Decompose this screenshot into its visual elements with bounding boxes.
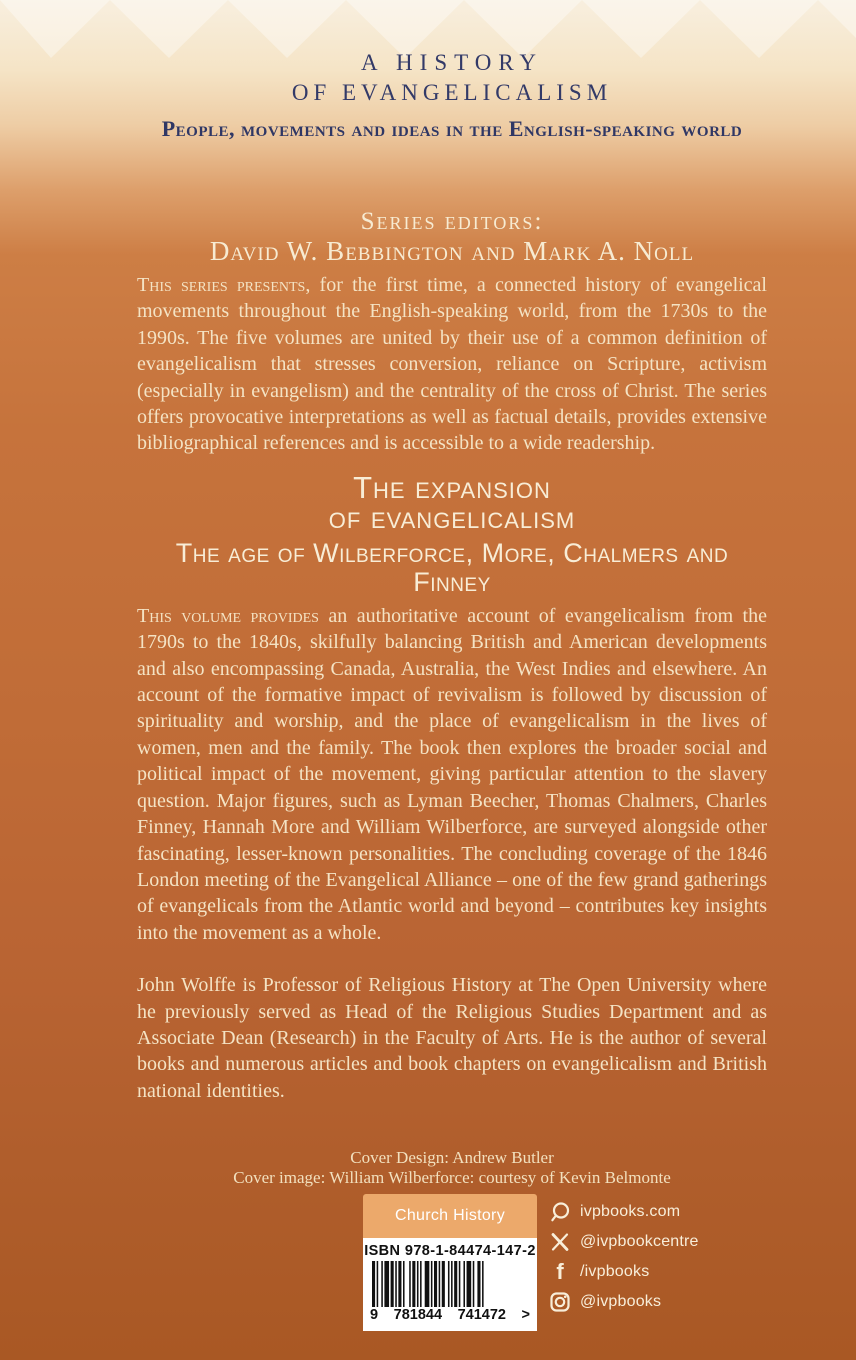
book-title-line2: of evangelicalism — [328, 499, 576, 535]
series-description — [137, 272, 767, 457]
facebook-handle-label: /ivpbooks — [580, 1263, 650, 1281]
social-row-facebook — [549, 1261, 699, 1283]
barcode-end-char: > — [521, 1307, 530, 1324]
book-subtitle: The age of Wilberforce, More, Chalmers and Finney — [175, 537, 729, 597]
series-description-body: for the first time, a connected history of evangelical movements throughout the English-speaking world, from the 1730s to the 1990s. The five volumes are united by their use of a common definition of evangelicalism that stresses conversion, reliance on Scripture, activism (especially in evangelism) and the centrality of the cross of Christ. The series offers provocative interpretations as well as factual details, provides extensive bibliographical references and is accessible to a wide readership. — [137, 274, 767, 455]
cover-image-credit: Cover image: William Wilberforce: courtesy of Kevin Belmonte — [233, 1168, 671, 1188]
social-links — [549, 1194, 699, 1313]
series-subtitle: People, movements and ideas in the English-speaking world — [161, 116, 743, 141]
cover-credits — [137, 1148, 767, 1188]
barcode-icon — [371, 1261, 529, 1307]
series-editors-names: David W. Bebbington and Mark A. Noll — [209, 236, 695, 266]
search-icon — [549, 1201, 571, 1223]
x-handle-label: @ivpbookcentre — [580, 1233, 699, 1251]
series-editors-label: Series editors: — [360, 208, 544, 235]
book-title-block — [137, 469, 767, 597]
social-row-instagram — [549, 1291, 699, 1313]
isbn-label: ISBN 978-1-84474-147-2 — [364, 1243, 536, 1260]
barcode-digit-right: 741472 — [457, 1307, 506, 1324]
book-title — [137, 469, 767, 535]
instagram-handle-label: @ivpbooks — [580, 1293, 662, 1311]
social-row-x — [549, 1231, 699, 1253]
cover-design-credit: Cover Design: Andrew Butler — [350, 1148, 554, 1168]
series-header — [137, 0, 767, 143]
x-icon — [549, 1231, 571, 1253]
series-title-line2: OF EVANGELICALISM — [291, 80, 613, 105]
barcode-box — [363, 1238, 537, 1331]
barcode-digits — [370, 1307, 530, 1323]
barcode-stack — [363, 1194, 537, 1331]
barcode-digit-left: 9 — [370, 1307, 379, 1324]
website-label: ivpbooks.com — [580, 1203, 681, 1221]
barcode-digit-mid: 781844 — [393, 1307, 443, 1324]
book-description — [137, 603, 767, 946]
author-bio: John Wolffe is Professor of Religious History at The Open University where he previously served as Head of the Religious Studies Department and as Associate Dean (Research) in the Faculty of Arts. He is the author of several books and numerous articles and book chapters on evangelicalism and British national identities. — [137, 974, 767, 1102]
series-title-line1: A HISTORY — [360, 50, 544, 75]
book-title-line1: The expansion — [353, 469, 551, 505]
category-tag: Church History — [363, 1194, 537, 1238]
social-row-website — [549, 1201, 699, 1223]
facebook-icon: f — [556, 1259, 564, 1285]
instagram-icon — [549, 1291, 571, 1313]
book-description-lead: This volume provides — [137, 604, 319, 627]
series-description-lead: This series presents, — [137, 274, 311, 296]
series-editors — [137, 207, 767, 266]
book-description-body: an authoritative account of evangelicalism from the 1790s to the 1840s, skilfully balancing British and American developments and also encompassing Canada, Australia, the West Indies and elsewhere. An account of the formative impact of revivalism is followed by discussion of spirituality and worship, and the place of evangelicalism in the lives of women, men and the family. The book then explores the broader social and political impact of the movement, giving particular attention to the slavery question. Major figures, such as Lyman Beecher, Thomas Chalmers, Charles Finney, Hannah More and William Wilberforce, are surveyed alongside other fascinating, lesser-known personalities. The concluding coverage of the 1846 London meeting of the Evangelical Alliance – one of the few grand gatherings of evangelicals from the Atlantic world and beyond – contributes key insights into the movement as a whole. — [137, 604, 767, 944]
footer — [137, 1194, 767, 1331]
